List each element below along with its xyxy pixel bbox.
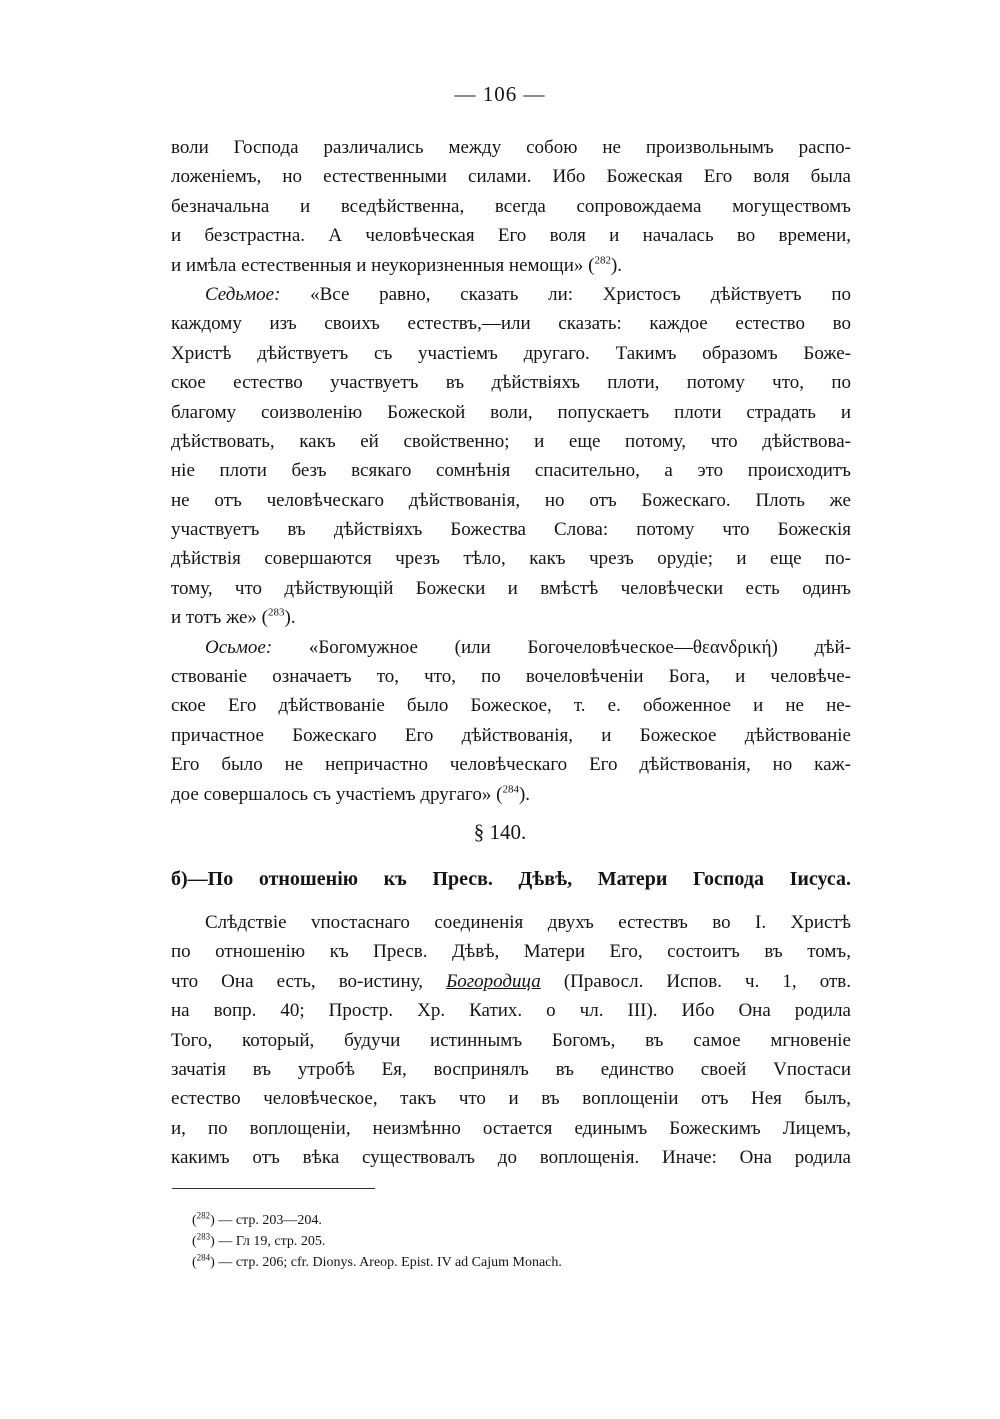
text-line [171, 603, 851, 632]
footnote-reference: 282 [594, 254, 611, 267]
text-line: естество человѣческое, такъ что и въ воплощеніи отъ Нея былъ, [171, 1088, 851, 1110]
text-line: воли Господа различались между собою не произвольнымъ распо- [171, 137, 851, 158]
section-number: § 140. [473, 820, 527, 844]
text-line: и безстрастна. А человѣческая Его воля и началась во времени, [171, 225, 851, 247]
text-fragment: и тотъ же» ( [171, 607, 268, 629]
page-number: — 106 — [454, 82, 546, 106]
footnote-text: — стр. 206; cfr. Dionys. Areop. Epist. IV ad Cajum Monach. [214, 1255, 562, 1270]
footnote-item: ($^{283}$) — Гл 19, стр. 205. [192, 1231, 326, 1249]
text-fragment: дое совершалось съ участіемъ другаго» ( [171, 783, 503, 805]
text-line: на вопр. 40; Простр. Хр. Катих. о чл. III). Ибо Она родила [171, 1000, 851, 1022]
text-line: причастное Божескаго Его дѣйствованія, и Божеское дѣйствованіе [171, 724, 851, 746]
footnote-marker: 283 [196, 1231, 211, 1242]
text-line: Его было не непричастно человѣческаго Его дѣйствованія, но каж- [171, 754, 851, 776]
text-line [171, 280, 851, 309]
text-line: ское естество участвуетъ въ дѣйствіяхъ плоти, потому что, по [171, 372, 851, 394]
text-line: какимъ отъ вѣка существовалъ до воплощенія. Иначе: Она родила [171, 1147, 851, 1169]
section-subheading: б)—По отношенію къ Пресв. Дѣвѣ, Матери Господа Іисуса. [171, 868, 851, 890]
text-line: тому, что дѣйствующій Божески и вмѣстѣ человѣчески есть одинъ [171, 577, 851, 599]
paragraph-label: Седьмое: [205, 283, 281, 305]
footnote-divider [172, 1188, 375, 1189]
text-fragment: ). [284, 607, 296, 629]
text-line: Христѣ дѣйствуетъ съ участіемъ другаго. Такимъ образомъ Боже- [171, 342, 851, 364]
text-fragment: ). [610, 254, 623, 276]
footnotes [192, 1210, 562, 1273]
footnote-marker: 282 [196, 1210, 211, 1221]
emphasized-term: Богородица [446, 970, 541, 992]
text-fragment: «Богомужное (или Богочеловѣческое—θεανδρική) дѣй- [272, 636, 851, 658]
text-line: и, по воплощеніи, неизмѣнно остается единымъ Божескимъ Лицемъ, [171, 1117, 851, 1139]
text-fragment: «Все равно, сказать ли: Христосъ дѣйствуетъ по [280, 283, 851, 305]
text-line: каждому изъ своихъ естествъ,—или сказать: каждое естество во [171, 313, 851, 335]
text-line: Того, который, будучи истиннымъ Богомъ, въ самое мгновеніе [171, 1029, 851, 1051]
text-line: безначальна и вседѣйственна, всегда сопровождаема могуществомъ [171, 195, 851, 217]
body-text-lower [171, 908, 851, 1173]
text-line: участвуетъ въ дѣйствіяхъ Божества Слова: потому что Божескія [171, 519, 851, 541]
text-line [171, 967, 851, 996]
footnote-reference: 284 [502, 783, 519, 796]
text-line: не отъ человѣческаго дѣйствованія, но отъ Божескаго. Плоть же [171, 489, 851, 511]
text-line [171, 633, 851, 662]
text-line: благому соизволенію Божеской воли, попускаетъ плоти страдать и [171, 401, 851, 423]
text-fragment: ). [518, 783, 531, 805]
text-fragment: (Правосл. Испов. ч. 1, отв. [540, 970, 851, 992]
text-line: ложеніемъ, но естественными силами. Ибо Божеская Его воля была [171, 166, 851, 188]
text-line: Слѣдствіе vпостаснаго соединенія двухъ естествъ во І. Христѣ [205, 912, 851, 933]
text-line: зачатія въ утробѣ Ея, воспринялъ въ единство своей Vпостаси [171, 1058, 851, 1080]
paragraph-label: Осьмое: [205, 636, 273, 658]
text-line: дѣйствія совершаются чрезъ тѣло, какъ чрезъ орудіе; и еще по- [171, 548, 851, 570]
footnote-item: ($^{282}$) — стр. 203—204. [192, 1210, 322, 1228]
text-fragment: и имѣла естественныя и неукоризненныя немощи» ( [171, 254, 595, 276]
footnote-marker: 284 [196, 1252, 211, 1263]
footnote-reference: 283 [268, 606, 285, 619]
text-fragment: что Она есть, во-истину, [171, 970, 447, 992]
footnote-text: — стр. 203—204. [214, 1213, 322, 1228]
text-line: ствованіе означаетъ то, что, по вочеловѣченіи Бога, и человѣче- [171, 666, 851, 688]
text-line: ніе плоти безъ всякаго сомнѣнія спасительно, а это происходитъ [171, 460, 851, 482]
body-text-upper [171, 133, 851, 809]
footnote-text: — Гл 19, стр. 205. [214, 1234, 326, 1249]
footnote-item: ($^{284}$) — стр. 206; cfr. Dionys. Areop. Epist. IV ad Cajum Monach. [192, 1252, 562, 1270]
text-line: дѣйствовать, какъ ей свойственно; и еще потому, что дѣйствова- [171, 430, 851, 452]
text-line: ское Его дѣйствованіе было Божеское, т. е. обоженное и не не- [171, 695, 851, 717]
text-line [171, 780, 851, 809]
text-line: по отношенію къ Пресв. Дѣвѣ, Матери Его, состоитъ въ томъ, [171, 941, 851, 963]
text-line [171, 251, 851, 280]
